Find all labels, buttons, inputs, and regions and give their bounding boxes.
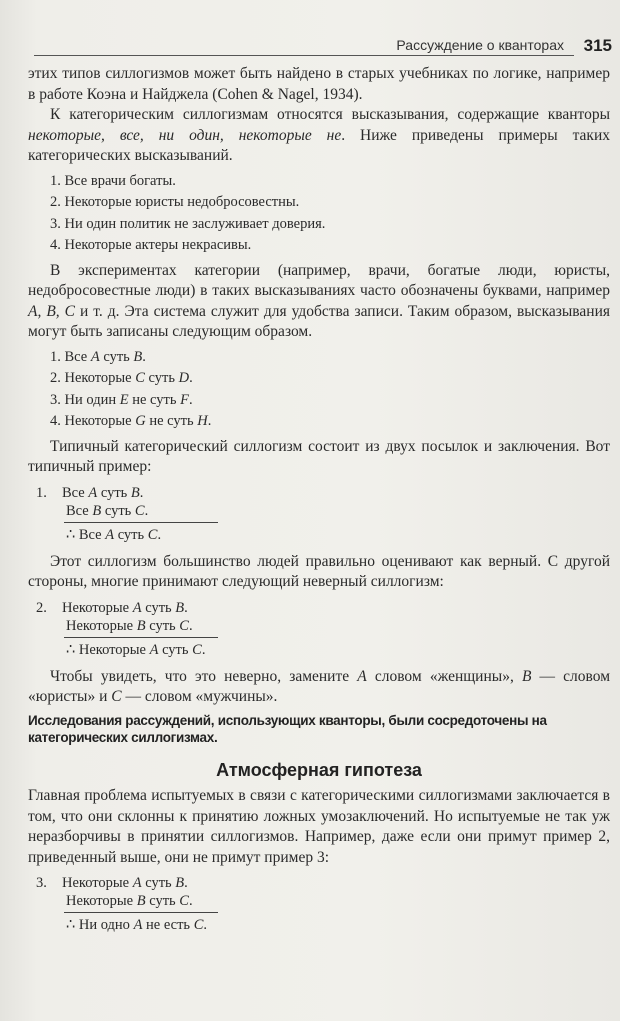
syllogism-number: 2. xyxy=(36,599,47,616)
premise-2: Все B суть C. xyxy=(66,502,149,519)
section-summary: Исследования рассуждений, использующих кванторы, были сосредоточены на категорических силлогизмах. xyxy=(28,712,547,745)
symbolic-list xyxy=(28,347,610,433)
text-run: В экспериментах категории (например, врачи, богатые люди, юристы, недобросовестные люди) в таких высказываниях часто обозначены буквами, например xyxy=(28,261,610,299)
conclusion: ∴ Все A суть C. xyxy=(66,526,162,543)
paragraph-invalid: Этот силлогизм большинство людей правильно оценивают как верный. С другой стороны, многие принимают следующий неверный силлогизм: xyxy=(28,552,610,590)
conclusion-rule xyxy=(64,522,218,523)
page-number: 315 xyxy=(583,36,612,55)
text-run: . Ниже приведены примеры таких категорических высказываний. xyxy=(28,126,611,164)
syllogism-3 xyxy=(36,874,610,934)
running-header xyxy=(34,34,612,60)
paragraph-letters xyxy=(28,261,610,343)
conclusion: ∴ Ни одно A не есть C. xyxy=(66,917,207,933)
premise-2: Некоторые B суть C. xyxy=(66,617,193,634)
premise-2: Некоторые B суть C. xyxy=(66,893,193,909)
list-item: 2. Некоторые C суть D. xyxy=(50,370,193,386)
statement-list xyxy=(28,171,610,257)
list-item: 3. Ни один E не суть F. xyxy=(50,391,193,408)
paragraph-continued: этих типов силлогизмов может быть найдено в старых учебниках по логике, например в работе Коэна и Найджела (Cohen & Nagel, 1934). xyxy=(28,65,610,103)
syllogism-1 xyxy=(36,484,610,544)
syllogism-number: 3. xyxy=(36,875,47,891)
conclusion: ∴ Некоторые A суть C. xyxy=(66,641,206,658)
text-run: К категорическим силлогизмам относятся высказывания, содержащие кванторы xyxy=(50,106,610,123)
text-run: и т. д. Эта система служит для удобства записи. Таким образом, высказывания могут быть записаны следующим образом. xyxy=(28,302,610,340)
paragraph-quantifiers xyxy=(28,105,610,167)
conclusion-rule xyxy=(64,912,218,913)
syllogism-2 xyxy=(36,599,610,659)
conclusion-rule xyxy=(64,637,218,638)
syllogism-number: 1. xyxy=(36,484,47,501)
quantifier-terms: некоторые, все, ни один, некоторые не xyxy=(28,126,342,144)
list-item: 4. Некоторые актеры некрасивы. xyxy=(50,237,252,253)
list-item: 4. Некоторые G не суть H. xyxy=(50,413,212,429)
premise-1: 3. Некоторые A суть B. xyxy=(36,875,188,891)
list-item: 3. Ни один политик не заслуживает доверия. xyxy=(50,215,326,232)
list-item: 1. Все врачи богаты. xyxy=(50,172,176,189)
premise-1: 1. Все A суть B. xyxy=(36,484,144,501)
header-rule xyxy=(34,55,574,56)
paragraph-atmosphere: Главная проблема испытуемых в связи с категорическими силлогизмами заключается в том, что они склонны к принятию ложных умозаключений. Но испытуемые не так уж неразборчивы в принятии силлогизмов. Например, даже если они примут пример 2, приведенный выше, они не примут пример 3: xyxy=(28,787,610,866)
page-body xyxy=(28,64,610,942)
list-item: 1. Все A суть B. xyxy=(50,348,146,365)
list-item: 2. Некоторые юристы недобросовестны. xyxy=(50,194,300,210)
letter-variables: A, B, C xyxy=(28,302,76,320)
paragraph-typical: Типичный категорический силлогизм состоит из двух посылок и заключения. Вот типичный пример: xyxy=(28,437,610,475)
paragraph-replace: Чтобы увидеть, что это неверно, замените A словом «женщины», B — словом «юристы» и C — словом «мужчины». xyxy=(28,667,611,705)
premise-1: 2. Некоторые A суть B. xyxy=(36,599,188,616)
chapter-title: Рассуждение о кванторах xyxy=(396,37,564,53)
section-heading: Атмосферная гипотеза xyxy=(216,759,422,780)
